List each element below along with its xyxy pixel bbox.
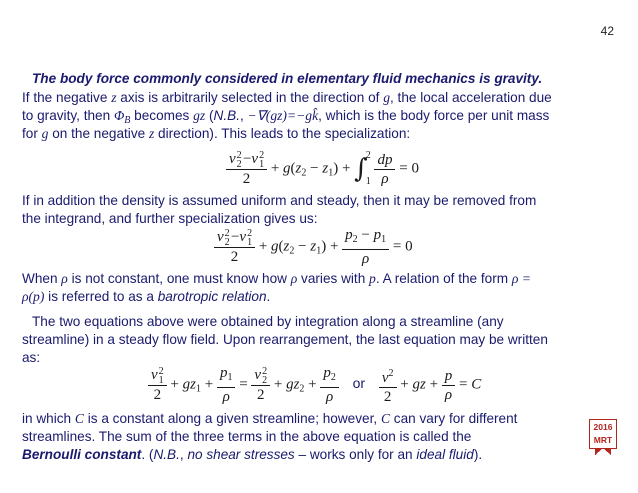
paragraph-3-line-2: ρ(p) is referred to as a barotropic relation. — [22, 289, 271, 304]
paragraph-1-line-2: to gravity, then $\Phi_B$ becomes gz (N.B., −∇(gz)=−gk̂, which is the body force per unit mass — [22, 108, 550, 126]
paragraph-1-line-3: for g on the negative z direction). This leads to the specialization: — [22, 126, 411, 141]
paragraph-5-line-1: in which C is a constant along a given streamline; however, C can vary for different — [22, 411, 518, 426]
paragraph-4-line-3: as: — [22, 350, 41, 365]
or-word: or — [352, 375, 366, 392]
paragraph-4-line-1: The two equations above were obtained by integration along a streamline (any — [32, 314, 504, 329]
year-badge — [589, 419, 617, 449]
equation-1: v 2 2 −v 2 1 2 + $g(z_2 - z_1)$ + ∫ 2 1 $\frac{dp}{\rho}$ = 0 — [226, 143, 419, 195]
equation-3-bernoulli: v 2 1 2 + $gz_1$ + $\frac{p_1}{\rho}$ = v 2 2 2 + $gz_2$ + $\frac{p_2}{\rho}$ or $\frac{v^2}{2}$ + gz + $\frac{p}{\rho}$ = C — [148, 364, 481, 406]
paragraph-2-line-1: If in addition the density is assumed uniform and steady, then it may be removed from — [22, 193, 537, 208]
badge-year: 2016 — [593, 422, 613, 432]
paragraph-5-line-2: streamlines. The sum of the three terms in the above equation is called the — [22, 429, 472, 444]
paragraph-2-line-2: the integrand, and further specialization gives us: — [22, 211, 318, 226]
page-number: 42 — [600, 24, 614, 38]
paragraph-4-line-2: streamline) in a steady flow field. Upon rearrangement, the last equation may be written — [22, 332, 548, 347]
equation-2: v 2 2 −v 2 1 2 + $g(z_2 - z_1)$ + $\frac{p_2 - p_1}{\rho}$ = 0 — [214, 226, 413, 268]
paragraph-1-line-1: If the negative z axis is arbitrarily selected in the direction of g, the local acceleration due — [22, 90, 552, 105]
paragraph-3-line-1: When ρ is not constant, one must know how ρ varies with p. A relation of the form ρ = — [22, 271, 531, 286]
paragraph-5-line-3: Bernoulli constant. (N.B., no shear stresses – works only for an ideal fluid). — [22, 447, 483, 462]
badge-initials: MRT — [593, 435, 613, 445]
heading: The body force commonly considered in elementary fluid mechanics is gravity. — [32, 71, 543, 86]
